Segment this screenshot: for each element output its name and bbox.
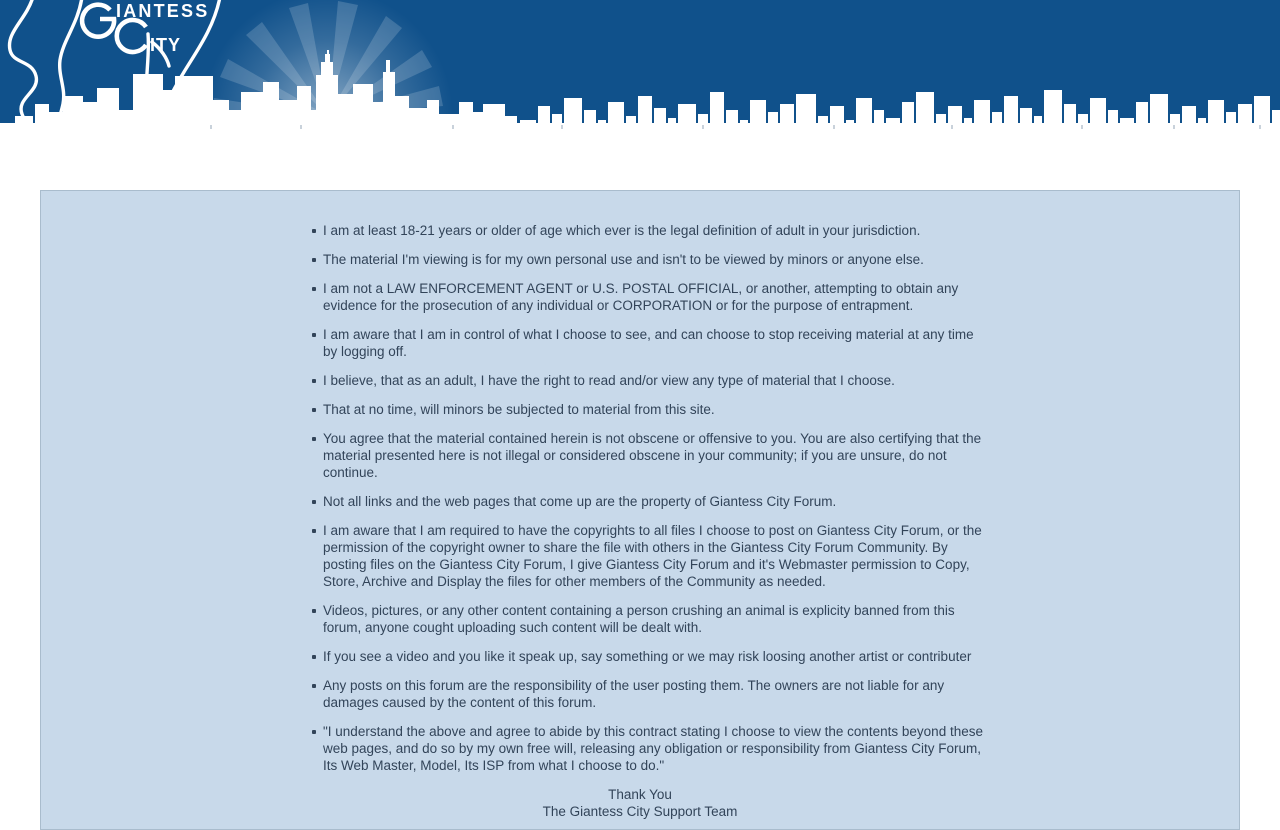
term-item-text: I am not a LAW ENFORCEMENT AGENT or U.S. POSTAL OFFICIAL, or another, attempting to obtain any evidence for the prosecution of any individual or CORPORATION or for the purpose of entrapment. xyxy=(323,281,959,313)
term-item-text: Not all links and the web pages that come up are the property of Giantess City Forum. xyxy=(323,494,837,509)
term-item xyxy=(311,430,991,481)
logo-letter-g-icon xyxy=(82,5,114,37)
term-item-text: I am aware that I am in control of what I choose to see, and can choose to stop receiving material at any time by logging off. xyxy=(323,327,974,359)
site-logo xyxy=(58,0,288,70)
term-item xyxy=(311,522,991,590)
content-area xyxy=(0,130,1280,819)
logo-word-top: IANTESS xyxy=(116,1,210,21)
disclaimer-panel xyxy=(40,190,1240,830)
term-item xyxy=(311,326,991,360)
term-item xyxy=(311,251,991,268)
logo-word-bottom: ITY xyxy=(150,35,182,55)
term-item-text: The material I'm viewing is for my own personal use and isn't to be viewed by minors or anyone else. xyxy=(323,252,924,267)
term-item xyxy=(311,493,991,510)
term-item xyxy=(311,401,991,418)
term-item xyxy=(311,222,991,239)
term-item xyxy=(311,602,991,636)
signoff-team: The Giantess City Support Team xyxy=(542,804,738,819)
term-item xyxy=(311,723,991,774)
term-item-text: Videos, pictures, or any other content containing a person crushing an animal is explicity banned from this forum, anyone cought uploading such content will be dealt with. xyxy=(323,603,955,635)
terms-list xyxy=(311,222,991,774)
signoff-thanks: Thank You xyxy=(608,787,672,802)
term-item xyxy=(311,648,991,665)
signoff xyxy=(41,786,1239,820)
logo-letter-c-icon xyxy=(117,20,146,52)
term-item-text: I am aware that I am required to have the copyrights to all files I choose to post on Giantess City Forum, or the permission of the copyright owner to share the file with others in the Giantess City Forum Community. By posting files on the Giantess City Forum, I give Giantess City Forum and it's Webmaster permission to Copy, Store, Archive and Display the files for other members of the Community as needed. xyxy=(323,523,982,589)
term-item xyxy=(311,677,991,711)
term-item xyxy=(311,372,991,389)
term-item-text: I am at least 18-21 years or older of age which ever is the legal definition of adult in your jurisdiction. xyxy=(323,223,921,238)
term-item-text: You agree that the material contained herein is not obscene or offensive to you. You are also certifying that the material presented here is not illegal or considered obscene in your community; if you are unsure, do not continue. xyxy=(323,431,982,480)
term-item-text: I believe, that as an adult, I have the right to read and/or view any type of material that I choose. xyxy=(323,373,895,388)
site-header xyxy=(0,0,1280,130)
term-item-text: Any posts on this forum are the responsibility of the user posting them. The owners are not liable for any damages caused by the content of this forum. xyxy=(323,678,945,710)
term-item-text: "I understand the above and agree to abide by this contract stating I choose to view the contents beyond these web pages, and do so by my own free will, releasing any obligation or responsibility from Giantess City Forum, Its Web Master, Model, Its ISP from what I choose to do." xyxy=(323,724,983,773)
term-item-text: If you see a video and you like it speak up, say something or we may risk loosing another artist or contributer xyxy=(323,649,972,664)
term-item-text: That at no time, will minors be subjected to material from this site. xyxy=(323,402,715,417)
term-item xyxy=(311,280,991,314)
